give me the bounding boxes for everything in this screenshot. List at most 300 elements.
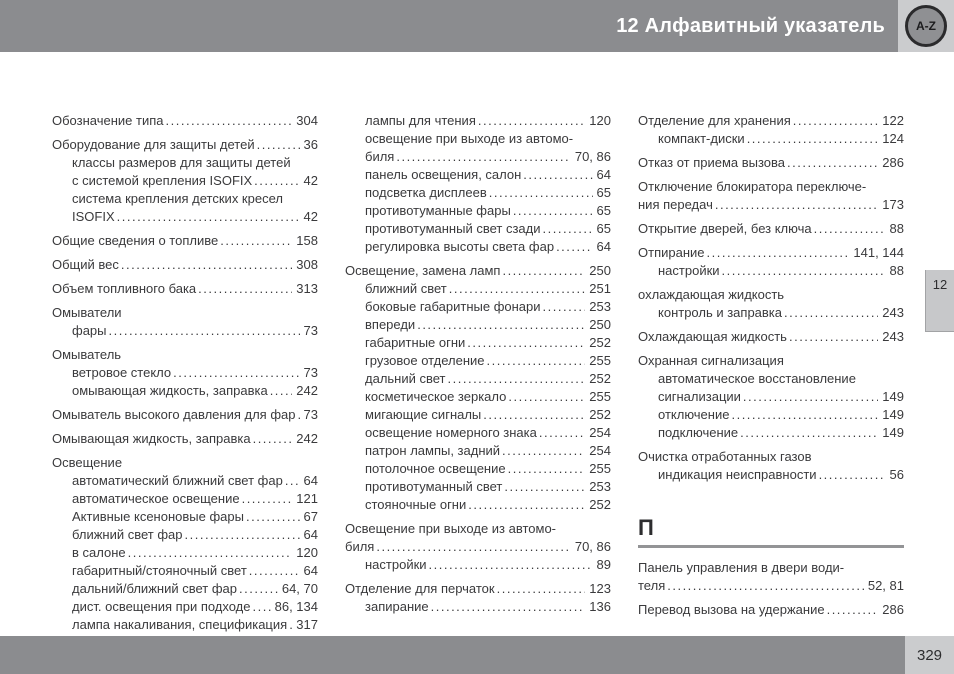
index-page-ref: 89 — [596, 557, 611, 572]
dot-leader — [289, 616, 292, 634]
index-page-ref: 73 — [303, 365, 318, 380]
dot-leader — [513, 202, 593, 220]
index-line — [345, 406, 611, 424]
index-line — [345, 316, 611, 334]
index-term: регулировка высоты света фар — [365, 239, 555, 254]
index-line — [52, 136, 318, 154]
index-line — [52, 508, 318, 526]
index-page-ref: 88 — [889, 263, 904, 278]
index-term: боковые габаритные фонари — [365, 299, 541, 314]
index-entry-group — [52, 256, 318, 274]
index-term: теля — [638, 578, 666, 593]
dot-leader — [483, 406, 585, 424]
index-columns — [52, 112, 904, 640]
index-line — [345, 238, 611, 256]
index-entry-group — [638, 448, 904, 484]
index-page-ref: 120 — [296, 545, 318, 560]
index-line — [52, 280, 318, 298]
index-term: настройки — [365, 557, 427, 572]
index-entry-group — [345, 580, 611, 616]
dot-leader — [198, 280, 292, 298]
dot-leader — [707, 244, 850, 262]
index-term: лампа накаливания, спецификация — [72, 617, 288, 632]
section-rule — [638, 545, 904, 548]
index-line — [345, 370, 611, 388]
dot-leader — [502, 442, 585, 460]
index-entry-group — [345, 112, 611, 256]
index-term: потолочное освещение — [365, 461, 506, 476]
index-line — [345, 460, 611, 478]
index-term: классы размеров для защиты детей — [72, 155, 291, 170]
index-entry-group — [52, 112, 318, 130]
index-page-ref: 88 — [889, 221, 904, 236]
index-column-2 — [345, 112, 611, 640]
index-page-ref: 250 — [589, 263, 611, 278]
index-term: грузовое отделение — [365, 353, 485, 368]
index-page-ref: 317 — [296, 617, 318, 632]
dot-leader — [523, 166, 592, 184]
index-page-ref: 255 — [589, 389, 611, 404]
index-term: автоматическое освещение — [72, 491, 240, 506]
index-page-ref: 64 — [596, 167, 611, 182]
index-page-ref: 286 — [882, 155, 904, 170]
index-line — [345, 298, 611, 316]
index-entry-group — [638, 559, 904, 595]
index-page-ref: 313 — [296, 281, 318, 296]
dot-leader — [431, 598, 586, 616]
dot-leader — [722, 262, 886, 280]
dot-leader — [743, 388, 878, 406]
index-page-ref: 42 — [303, 173, 318, 188]
index-page-ref: 149 — [882, 425, 904, 440]
index-line — [345, 262, 611, 280]
index-term: дальний свет — [365, 371, 446, 386]
index-term: Отключение блокиратора переключе- — [638, 179, 867, 194]
index-entry-group — [52, 304, 318, 340]
dot-leader — [429, 556, 593, 574]
dot-leader — [449, 280, 586, 298]
index-page-ref: 308 — [296, 257, 318, 272]
index-column-3 — [638, 112, 904, 640]
dot-leader — [246, 508, 300, 526]
index-line — [638, 370, 904, 388]
index-page-ref: 243 — [882, 329, 904, 344]
dot-leader — [253, 598, 271, 616]
index-entry-group — [52, 406, 318, 424]
index-line — [52, 490, 318, 508]
index-term: Открытие дверей, без ключа — [638, 221, 812, 236]
index-line — [345, 220, 611, 238]
dot-leader — [715, 196, 878, 214]
index-line — [345, 334, 611, 352]
index-page-ref: 255 — [589, 353, 611, 368]
dot-leader — [285, 472, 300, 490]
index-term: контроль и заправка — [658, 305, 783, 320]
index-line — [52, 172, 318, 190]
dot-leader — [787, 154, 878, 172]
index-term: подключение — [658, 425, 739, 440]
dot-leader — [249, 562, 300, 580]
index-line — [345, 478, 611, 496]
index-term: противотуманный свет — [365, 479, 503, 494]
index-line — [345, 352, 611, 370]
index-page-ref: 65 — [596, 221, 611, 236]
index-term: Омыватель — [52, 347, 122, 362]
index-page-ref: 70, 86 — [574, 539, 611, 554]
dot-leader — [543, 220, 593, 238]
index-page-ref: 149 — [882, 407, 904, 422]
index-term: впереди — [365, 317, 416, 332]
index-line — [52, 562, 318, 580]
index-term: освещение при выходе из автомо- — [365, 131, 574, 146]
index-line — [52, 616, 318, 634]
index-line — [638, 559, 904, 577]
dot-leader — [556, 238, 592, 256]
index-line — [52, 154, 318, 172]
index-line — [638, 328, 904, 346]
index-term: Освещение при выходе из автомо- — [345, 521, 557, 536]
dot-leader — [667, 577, 864, 595]
dot-leader — [827, 601, 879, 619]
index-term: индикация неисправности — [658, 467, 817, 482]
index-term: сигнализации — [658, 389, 741, 404]
index-line — [345, 598, 611, 616]
dot-leader — [109, 322, 300, 340]
index-term: автоматическое восстановление — [658, 371, 856, 386]
index-term: биля — [365, 149, 395, 164]
index-entry-group — [52, 346, 318, 400]
index-page-ref: 64 — [303, 527, 318, 542]
index-line — [638, 601, 904, 619]
index-page-ref: 65 — [596, 185, 611, 200]
dot-leader — [185, 526, 300, 544]
index-term: отключение — [658, 407, 730, 422]
index-page-ref: 253 — [589, 299, 611, 314]
index-entry-group — [638, 352, 904, 442]
index-term: ближний свет фар — [72, 527, 183, 542]
index-term: автоматический ближний свет фар — [72, 473, 283, 488]
index-term: лампы для чтения — [365, 113, 476, 128]
index-line — [52, 112, 318, 130]
index-entry-group — [638, 328, 904, 346]
index-page-ref: 42 — [303, 209, 318, 224]
index-page-ref: 141, 144 — [853, 245, 904, 260]
index-term: габаритные огни — [365, 335, 466, 350]
index-column-1 — [52, 112, 318, 640]
dot-leader — [747, 130, 879, 148]
index-term: патрон лампы, задний — [365, 443, 501, 458]
index-page-ref: 121 — [296, 491, 318, 506]
index-term: Отделение для хранения — [638, 113, 791, 128]
dot-leader — [166, 112, 293, 130]
index-page-ref: 173 — [882, 197, 904, 212]
index-entry-group — [52, 136, 318, 226]
index-line — [638, 178, 904, 196]
dot-leader — [121, 256, 292, 274]
index-term: ветровое стекло — [72, 365, 172, 380]
index-line — [52, 430, 318, 448]
index-line — [345, 442, 611, 460]
index-entry-group — [638, 286, 904, 322]
index-term: Омыватель высокого давления для фар — [52, 407, 296, 422]
index-term: Перевод вызова на удержание — [638, 602, 825, 617]
index-term: стояночные огни — [365, 497, 467, 512]
index-line — [345, 388, 611, 406]
dot-leader — [448, 370, 586, 388]
dot-leader — [117, 208, 300, 226]
index-page-ref: 124 — [882, 131, 904, 146]
index-term: панель освещения, салон — [365, 167, 522, 182]
index-term: в салоне — [72, 545, 126, 560]
index-line — [52, 322, 318, 340]
index-entry-group — [638, 244, 904, 280]
index-page-ref: 56 — [889, 467, 904, 482]
index-term: дист. освещения при подходе — [72, 599, 251, 614]
index-term: с системой крепления ISOFIX — [72, 173, 253, 188]
page-number-box — [905, 636, 954, 674]
dot-leader — [508, 388, 585, 406]
dot-leader — [543, 298, 586, 316]
index-line — [52, 232, 318, 250]
dot-leader — [504, 478, 585, 496]
index-line — [345, 112, 611, 130]
index-page-ref: 123 — [589, 581, 611, 596]
dot-leader — [508, 460, 586, 478]
index-line — [638, 352, 904, 370]
index-page-ref: 73 — [303, 407, 318, 422]
dot-leader — [793, 112, 879, 130]
index-page-ref: 254 — [589, 443, 611, 458]
dot-leader — [128, 544, 293, 562]
index-page-ref: 252 — [589, 407, 611, 422]
index-line — [638, 466, 904, 484]
a-z-icon — [905, 5, 947, 47]
dot-leader — [220, 232, 292, 250]
index-page-ref: 149 — [882, 389, 904, 404]
dot-leader — [297, 406, 299, 424]
index-term: Охранная сигнализация — [638, 353, 784, 368]
dot-leader — [819, 466, 886, 484]
index-line — [638, 112, 904, 130]
chapter-side-tab-label: 12 — [932, 277, 948, 292]
index-line — [638, 424, 904, 442]
index-term: Омывающая жидкость, заправка — [52, 431, 251, 446]
index-line — [638, 130, 904, 148]
index-line — [345, 280, 611, 298]
index-line — [52, 304, 318, 322]
index-entry-group — [52, 430, 318, 448]
index-term: охлаждающая жидкость — [638, 287, 785, 302]
index-page-ref: 70, 86 — [574, 149, 611, 164]
index-page-ref: 64 — [596, 239, 611, 254]
index-line — [52, 544, 318, 562]
index-line — [345, 202, 611, 220]
dot-leader — [784, 304, 878, 322]
index-term: Отказ от приема вызова — [638, 155, 786, 170]
index-page-ref: 304 — [296, 113, 318, 128]
index-line — [345, 496, 611, 514]
index-term: система крепления детских кресел — [72, 191, 283, 206]
dot-leader — [254, 172, 299, 190]
index-term: биля — [345, 539, 375, 554]
index-term: противотуманный свет сзади — [365, 221, 541, 236]
index-line — [638, 262, 904, 280]
index-term: Омыватели — [52, 305, 122, 320]
index-term: Активные ксеноновые фары — [72, 509, 244, 524]
index-page-ref: 73 — [303, 323, 318, 338]
index-entry-group — [345, 262, 611, 514]
index-line — [52, 580, 318, 598]
index-page-ref: 64, 70 — [281, 581, 318, 596]
index-page-ref: 250 — [589, 317, 611, 332]
index-term: ния передач — [638, 197, 713, 212]
index-line — [638, 220, 904, 238]
dot-leader — [396, 148, 571, 166]
index-term: компакт-диски — [658, 131, 745, 146]
index-line — [52, 406, 318, 424]
dot-leader — [539, 424, 585, 442]
dot-leader — [814, 220, 886, 238]
index-term: ISOFIX — [72, 209, 115, 224]
index-line — [345, 424, 611, 442]
dot-leader — [417, 316, 585, 334]
dot-leader — [502, 262, 585, 280]
page-number: 329 — [916, 646, 943, 664]
az-icon-box — [898, 0, 954, 52]
index-term: настройки — [658, 263, 720, 278]
index-term: габаритный/стояночный свет — [72, 563, 247, 578]
index-term: Очистка отработанных газов — [638, 449, 812, 464]
index-term: противотуманные фары — [365, 203, 511, 218]
index-page-ref: 64 — [303, 563, 318, 578]
index-entry-group — [638, 112, 904, 148]
dot-leader — [173, 364, 299, 382]
index-line — [638, 286, 904, 304]
index-entry-group — [638, 154, 904, 172]
dot-leader — [489, 184, 593, 202]
dot-leader — [376, 538, 571, 556]
index-line — [52, 382, 318, 400]
index-line — [638, 448, 904, 466]
index-line — [345, 166, 611, 184]
index-term: Отпирание — [638, 245, 705, 260]
index-line — [52, 190, 318, 208]
index-line — [638, 244, 904, 262]
index-line — [345, 130, 611, 148]
index-term: Освещение — [52, 455, 123, 470]
dot-leader — [497, 580, 586, 598]
index-entry-group — [52, 280, 318, 298]
index-page-ref: 254 — [589, 425, 611, 440]
index-line — [345, 538, 611, 556]
index-term: запирание — [365, 599, 429, 614]
index-term: фары — [72, 323, 107, 338]
index-line — [52, 472, 318, 490]
index-term: Объем топливного бака — [52, 281, 197, 296]
index-term: Освещение, замена ламп — [345, 263, 501, 278]
index-page-ref: 252 — [589, 371, 611, 386]
index-page-ref: 252 — [589, 335, 611, 350]
index-entry-group — [638, 220, 904, 238]
dot-leader — [487, 352, 586, 370]
index-entry-group — [52, 454, 318, 634]
index-term: Панель управления в двери води- — [638, 560, 845, 575]
index-entry-group — [345, 520, 611, 574]
index-line — [638, 406, 904, 424]
chapter-side-tab — [925, 270, 954, 332]
index-page-ref: 52, 81 — [867, 578, 904, 593]
section-letter: П — [638, 515, 654, 540]
index-term: Отделение для перчаток — [345, 581, 495, 596]
index-page-ref: 251 — [589, 281, 611, 296]
index-line — [52, 256, 318, 274]
dot-leader — [242, 490, 293, 508]
index-line — [345, 556, 611, 574]
index-page-ref: 243 — [882, 305, 904, 320]
index-entry-group — [52, 232, 318, 250]
index-term: омывающая жидкость, заправка — [72, 383, 268, 398]
index-term: дальний/ближний свет фар — [72, 581, 237, 596]
index-page-ref: 67 — [303, 509, 318, 524]
index-line — [52, 208, 318, 226]
index-page-ref: 255 — [589, 461, 611, 476]
index-term: Охлаждающая жидкость — [638, 329, 787, 344]
index-page-ref: 286 — [882, 602, 904, 617]
index-term: ближний свет — [365, 281, 447, 296]
index-line — [638, 577, 904, 595]
index-page-ref: 253 — [589, 479, 611, 494]
index-line — [638, 154, 904, 172]
index-page-ref: 158 — [296, 233, 318, 248]
dot-leader — [468, 496, 585, 514]
a-z-icon-label: A-Z — [916, 19, 936, 33]
dot-leader — [467, 334, 585, 352]
dot-leader — [740, 424, 878, 442]
index-term: подсветка дисплеев — [365, 185, 487, 200]
dot-leader — [239, 580, 278, 598]
index-line — [345, 580, 611, 598]
index-term: Оборудование для защиты детей — [52, 137, 255, 152]
index-page-ref: 242 — [296, 383, 318, 398]
index-page-ref: 36 — [303, 137, 318, 152]
index-line — [52, 454, 318, 472]
index-line — [345, 520, 611, 538]
index-page-ref: 242 — [296, 431, 318, 446]
dot-leader — [789, 328, 878, 346]
index-line — [345, 184, 611, 202]
dot-leader — [478, 112, 585, 130]
index-term: косметическое зеркало — [365, 389, 507, 404]
index-term: Общий вес — [52, 257, 119, 272]
index-page-ref: 65 — [596, 203, 611, 218]
index-line — [52, 598, 318, 616]
dot-leader — [257, 136, 300, 154]
footer-bar — [0, 636, 954, 674]
index-line — [638, 196, 904, 214]
index-line — [52, 364, 318, 382]
chapter-title: 12 Алфавитный указатель — [616, 14, 885, 37]
index-term: Общие сведения о топливе — [52, 233, 219, 248]
index-line — [345, 148, 611, 166]
index-entry-group — [638, 601, 904, 619]
chapter-header-bar — [0, 0, 954, 52]
index-line — [52, 526, 318, 544]
index-page-ref: 122 — [882, 113, 904, 128]
index-term: Обозначение типа — [52, 113, 164, 128]
index-line — [638, 388, 904, 406]
index-page-ref: 252 — [589, 497, 611, 512]
index-line — [638, 304, 904, 322]
